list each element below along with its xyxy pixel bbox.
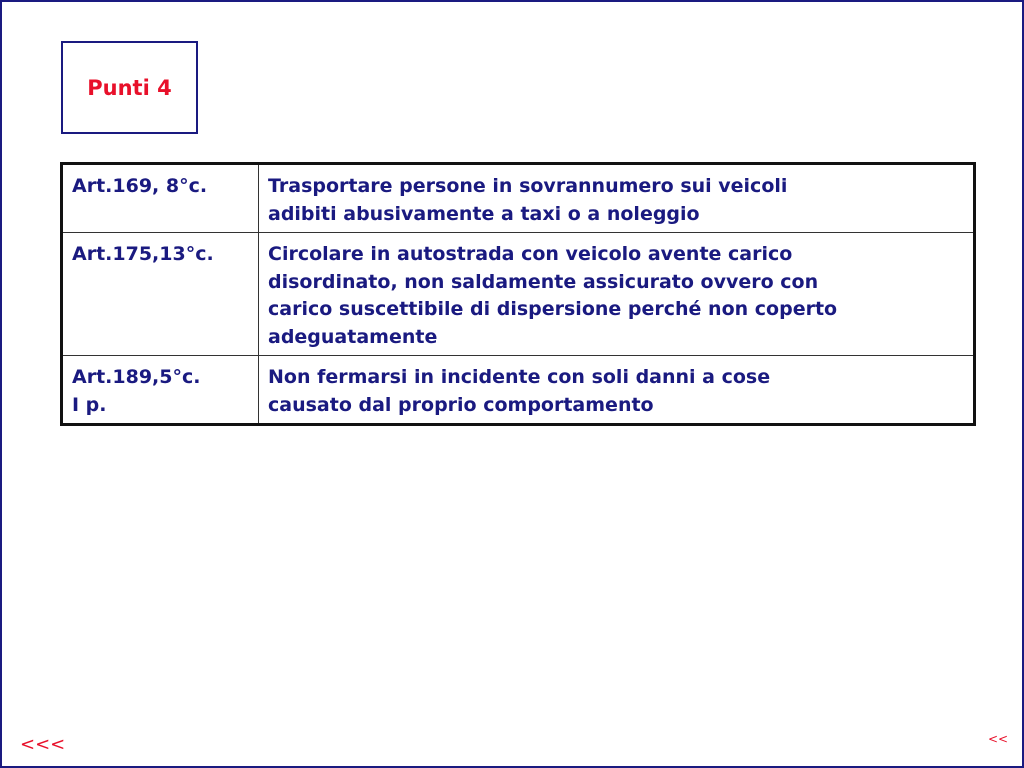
points-label: Punti 4 (87, 75, 172, 100)
article-cell: Art.169, 8°c. (62, 164, 259, 233)
article-cell: Art.189,5°c. I p. (62, 356, 259, 425)
table-row (62, 233, 975, 356)
description-cell: Trasportare persone in sovrannumero sui veicoli adibiti abusivamente a taxi o a noleggio (259, 164, 975, 233)
article-cell: Art.175,13°c. (62, 233, 259, 356)
points-badge (61, 41, 198, 134)
violations-table (60, 162, 976, 426)
description-cell: Circolare in autostrada con veicolo avente carico disordinato, non saldamente assicurato ovvero con carico suscettibile di dispersione perché non coperto adeguatamente (259, 233, 975, 356)
table-row (62, 356, 975, 425)
table-row (62, 164, 975, 233)
back-all-link[interactable]: <<< (20, 734, 66, 755)
description-cell: Non fermarsi in incidente con soli danni a cose causato dal proprio comportamento (259, 356, 975, 425)
back-link[interactable]: << (988, 732, 1009, 746)
